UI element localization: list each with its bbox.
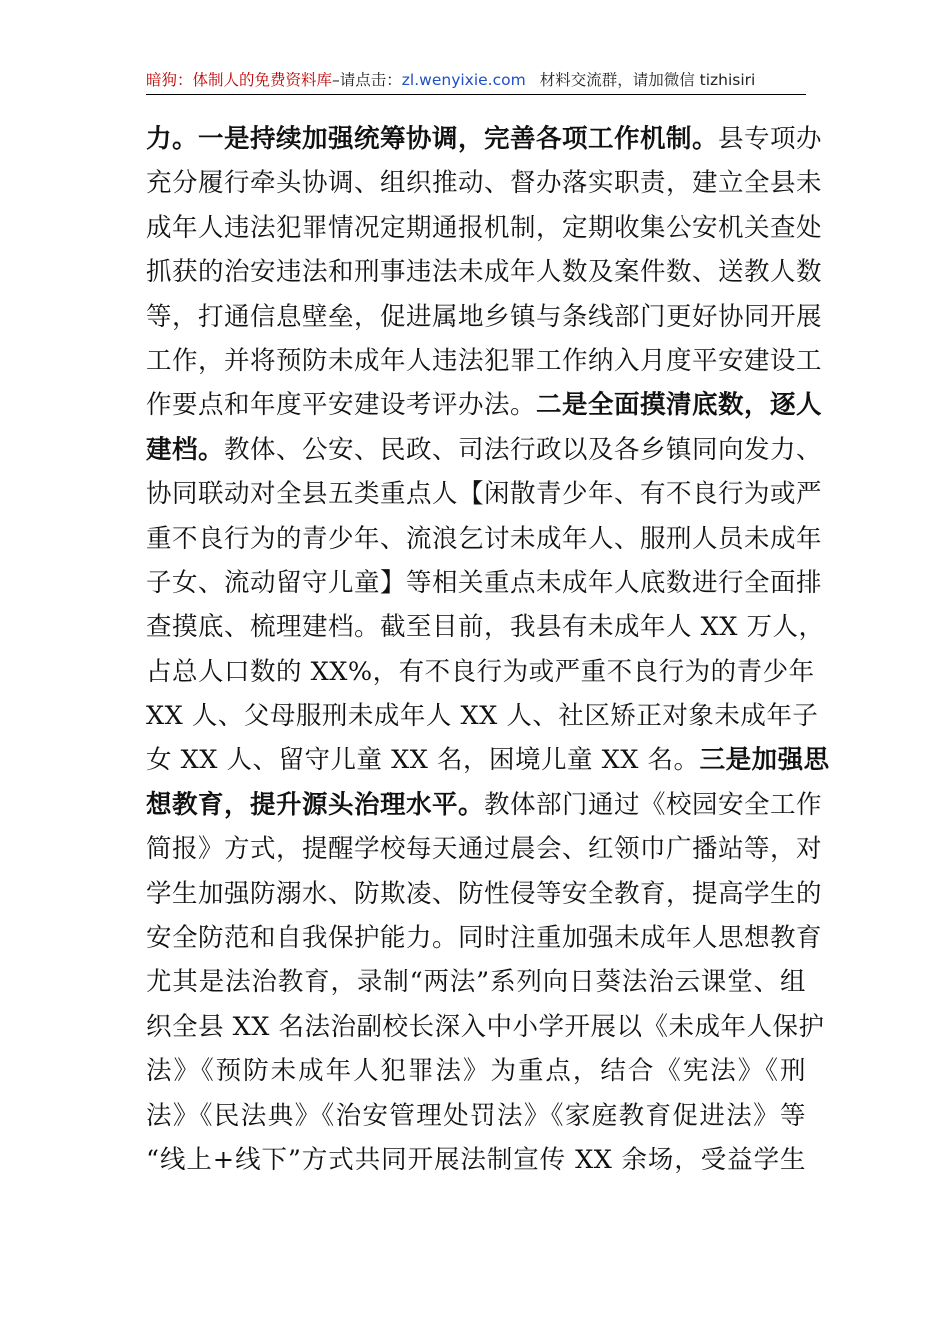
text-line — [146, 295, 823, 339]
text-run: 占总人口数的 XX%，有不良行为或严重不良行为的青少年 — [146, 656, 815, 687]
text-run: 充分履行牵头协调、组织推动、督办落实职责，建立全县未 — [146, 168, 823, 199]
text-run: 女 XX 人、留守儿童 XX 名，困境儿童 XX 名。 — [146, 745, 700, 776]
text-line — [146, 1094, 806, 1138]
text-run: 教体、公安、民政、司法行政以及各乡镇同向发力、 — [224, 434, 823, 465]
text-run: 子女、流动留守儿童】等相关重点未成年人底数进行全面排 — [146, 567, 823, 598]
text-run: “线上+线下”方式共同开展法制宣传 XX 余场，受益学生 — [146, 1144, 806, 1175]
text-line — [146, 650, 815, 694]
text-line — [146, 605, 825, 649]
text-line — [146, 428, 823, 472]
text-run: XX 人、父母服刑未成年人 XX 人、社区矫正对象未成年子 — [146, 701, 819, 732]
text-line — [146, 1005, 825, 1049]
text-line — [146, 1138, 806, 1182]
header-url-link[interactable]: zl.wenyixie.com — [401, 71, 526, 89]
header-divider — [146, 94, 806, 95]
text-line — [146, 872, 823, 916]
header-site-name: 暗狗：体制人的免费资料库 — [146, 71, 333, 89]
text-run: 抓获的治安违法和刑事违法未成年人数及案件数、送教人数 — [146, 257, 823, 288]
text-line — [146, 827, 823, 871]
text-run: 等，打通信息壁垒，促进属地乡镇与条线部门更好协同开展 — [146, 301, 823, 332]
text-run: 安全防范和自我保护能力。同时注重加强未成年人思想教育 — [146, 923, 823, 954]
text-line — [146, 383, 823, 427]
text-run: 查摸底、梳理建档。截至目前，我县有未成年人 XX 万人， — [146, 612, 825, 643]
text-run: 织全县 XX 名法治副校长深入中小学开展以《未成年人保护 — [146, 1011, 825, 1042]
text-run: 县专项办 — [718, 124, 823, 154]
text-run: 成年人违法犯罪情况定期通报机制，定期收集公安机关查处 — [146, 212, 823, 243]
text-line — [146, 738, 830, 782]
text-line — [146, 339, 823, 383]
text-run: 工作，并将预防未成年人违法犯罪工作纳入月度平安建设工 — [146, 345, 823, 376]
page-header — [146, 66, 806, 94]
bold-text-run: 建档。 — [146, 434, 225, 465]
header-group-notice: 材料交流群，请加微信 tizhisiri — [539, 71, 756, 89]
text-run: 教体部门通过《校园安全工作 — [484, 789, 823, 820]
text-run: 学生加强防溺水、防欺凌、防性侵等安全教育，提高学生的 — [146, 878, 823, 909]
text-line — [146, 960, 806, 1004]
text-run: 法》《预防未成年人犯罪法》为重点，结合《宪法》《刑 — [146, 1056, 806, 1087]
text-line — [146, 561, 823, 605]
text-run: 协同联动对全县五类重点人【闲散青少年、有不良行为或严 — [146, 479, 823, 510]
body-text — [146, 117, 830, 1182]
bold-text-run: 二是全面摸清底数，逐人 — [536, 390, 823, 421]
text-line — [146, 161, 823, 205]
header-click-prompt: –请点击： — [332, 71, 402, 89]
text-line — [146, 916, 823, 960]
text-line — [146, 694, 819, 738]
text-line — [146, 206, 823, 250]
text-run: 法》《民法典》《治安管理处罚法》《家庭教育促进法》等 — [146, 1100, 806, 1131]
text-run: 简报》方式，提醒学校每天通过晨会、红领巾广播站等，对 — [146, 834, 823, 865]
text-run: 尤其是法治教育，录制“两法”系列向日葵法治云课堂、组 — [146, 967, 806, 998]
text-line — [146, 250, 823, 294]
text-line — [146, 117, 823, 161]
text-line — [146, 517, 823, 561]
text-line — [146, 783, 823, 827]
bold-text-run: 力。一是持续加强统筹协调，完善各项工作机制。 — [146, 124, 719, 154]
bold-text-run: 三是加强思 — [699, 745, 830, 776]
bold-text-run: 想教育，提升源头治理水平。 — [146, 789, 485, 820]
text-run: 作要点和年度平安建设考评办法。 — [146, 390, 537, 421]
text-run: 重不良行为的青少年、流浪乞讨未成年人、服刑人员未成年 — [146, 523, 823, 554]
text-line — [146, 1049, 806, 1093]
text-line — [146, 472, 823, 516]
